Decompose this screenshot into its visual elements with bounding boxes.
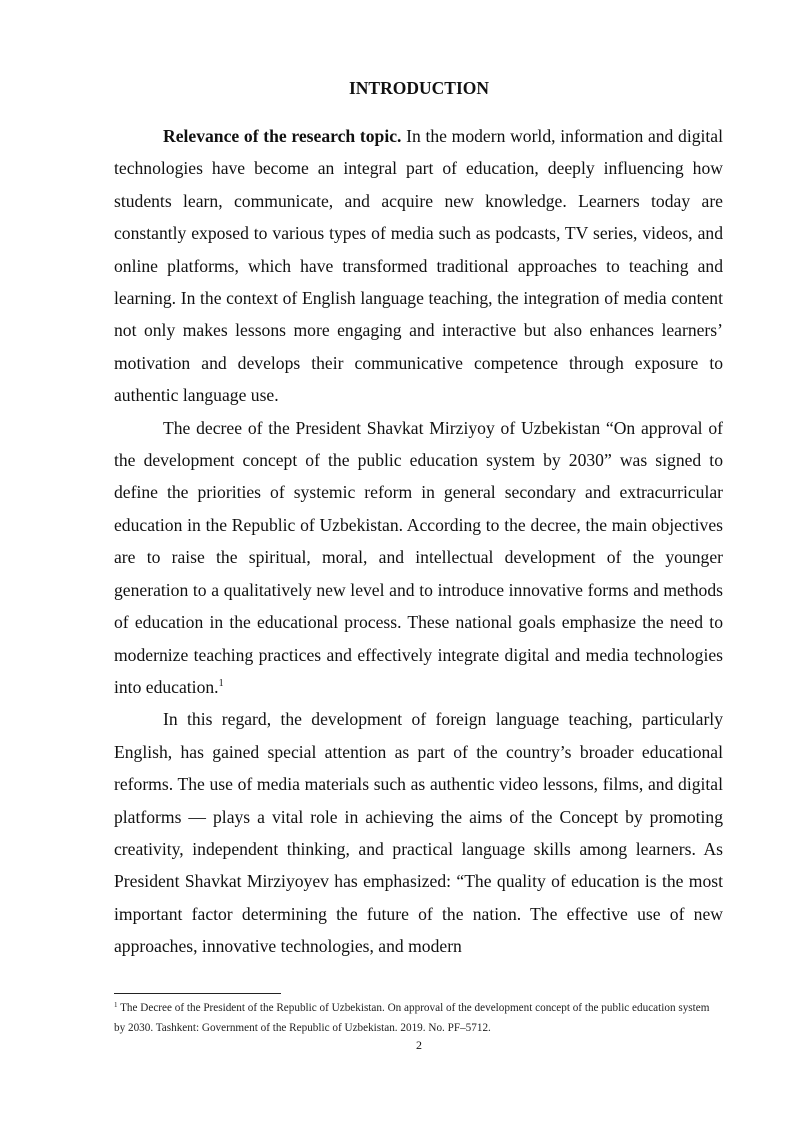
paragraph-regard xyxy=(114,703,723,962)
page-number: 2 xyxy=(416,1038,422,1052)
paragraph-text: In this regard, the development of foreign language teaching, particularly English, has gained special attention as part of the country’s broader educational reforms. The use of media materials such as authentic video lessons, films, and digital platforms — plays a vital role in achieving the aims of the Concept by promoting creativity, independent thinking, and practical language skills among learners. As President Shavkat Mirziyoyev has emphasized: “The quality of education is the most important factor determining the future of the nation. The effective use of new approaches, innovative technologies, and modern xyxy=(114,709,723,957)
footnote-marker: 1 xyxy=(114,1001,118,1009)
footnote-separator xyxy=(114,993,281,994)
paragraph-text: The decree of the President Shavkat Mirziyoy of Uzbekistan “On approval of the development concept of the public education system by 2030” was signed to define the priorities of systemic reform in general secondary and extracurricular education in the Republic of Uzbekistan. According to the decree, the main objectives are to raise the spiritual, moral, and intellectual development of the younger generation to a qualitatively new level and to introduce innovative forms and methods of education in the educational process. These national goals emphasize the need to modernize teaching practices and effectively integrate digital and media technologies into education. xyxy=(114,417,723,697)
footnote-text: The Decree of the President of the Republic of Uzbekistan. On approval of the development concept of the public education system by 2030. Tashkent: Government of the Republic of Uzbekistan. 2019. No. PF–5712. xyxy=(114,1002,710,1034)
paragraph-lead: Relevance of the research topic. xyxy=(163,126,402,146)
paragraph-decree xyxy=(114,412,723,704)
body-text xyxy=(114,120,723,963)
footnote-reference: 1 xyxy=(218,677,224,689)
paragraph-relevance xyxy=(114,120,723,412)
paragraph-text: In the modern world, information and digital technologies have become an integral part of education, deeply influencing how students learn, communicate, and acquire new knowledge. Learners today are constantly exposed to various types of media such as podcasts, TV series, videos, and online platforms, which have transformed traditional approaches to teaching and learning. In the context of English language teaching, the integration of media content not only makes lessons more engaging and interactive but also enhances learners’ motivation and develops their communicative competence through exposure to authentic language use. xyxy=(114,126,723,406)
footnote xyxy=(114,998,723,1038)
page-title: INTRODUCTION xyxy=(348,78,490,98)
